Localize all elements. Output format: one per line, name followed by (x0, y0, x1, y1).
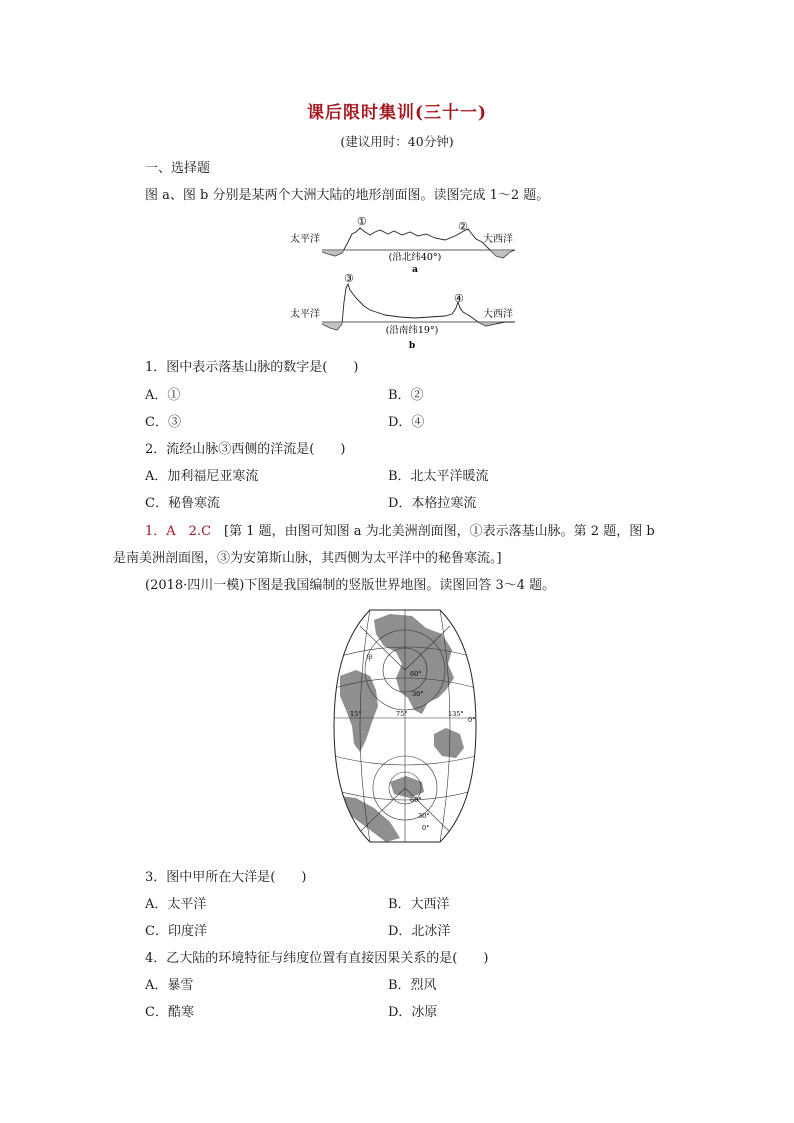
q4-option-a: A．暴雪 (145, 978, 194, 993)
profile-figure-a (290, 212, 530, 278)
answer-explanation-line1: [第 1 题，由图可知图 a 为北美洲剖面图，①表示落基山脉。第 2 题，图 b (224, 524, 655, 539)
q1-option-b: B．② (388, 388, 424, 403)
q4-option-c: C．酷寒 (145, 1005, 194, 1020)
q4-stem: 4．乙大陆的环境特征与纬度位置有直接因果关系的是( ) (145, 951, 489, 966)
profile-figure-b (290, 272, 530, 354)
vertical-world-map (330, 606, 480, 846)
q2-stem: 2．流经山脉③西侧的洋流是( ) (145, 442, 346, 457)
sublabel-b: b (408, 341, 416, 351)
page-title: 课后限时集训(三十一) (306, 103, 488, 123)
map-label-0-equator: 0° (468, 716, 476, 724)
q1-option-a: A．① (145, 388, 181, 403)
answer-1-2 (145, 523, 655, 541)
label-pacific-a: 太平洋 (290, 234, 320, 245)
section-heading: 一、选择题 (145, 161, 211, 176)
label-atlantic-a: 大西洋 (483, 234, 513, 245)
answer-keys: 1．A 2.C (145, 524, 212, 539)
q4-option-d: D．冰原 (388, 1005, 438, 1020)
q2-option-b: B．北太平洋暖流 (388, 469, 489, 484)
q1-stem: 1．图中表示落基山脉的数字是( ) (145, 360, 359, 375)
marker-2: ② (458, 220, 468, 233)
map-label-30s: 30° (418, 812, 430, 820)
q3-stem: 3．图中甲所在大洋是( ) (145, 870, 307, 885)
map-label-30n: 30° (412, 690, 424, 698)
intro-q1-2: 图 a、图 b 分别是某两个大洲大陆的地形剖面图。读图完成 1～2 题。 (145, 188, 550, 203)
q3-option-b: B．大西洋 (388, 897, 450, 912)
map-label-jia: 甲 (366, 654, 373, 662)
time-hint: (建议用时：40分钟) (340, 134, 454, 149)
map-label-60n: 60° (410, 670, 422, 678)
marker-1: ① (357, 215, 367, 228)
label-pacific-b: 太平洋 (290, 309, 320, 320)
map-label-75: 75° (396, 710, 408, 718)
q1-option-c: C．③ (145, 415, 181, 430)
answer-explanation-line2: 是南美洲剖面图，③为安第斯山脉，其西侧为太平洋中的秘鲁寒流。] (113, 551, 502, 566)
q3-option-c: C．印度洋 (145, 924, 207, 939)
label-atlantic-b: 大西洋 (483, 309, 513, 320)
caption-b: (沿南纬19°) (385, 325, 439, 336)
marker-4: ④ (454, 292, 464, 305)
map-label-60s: 60° (410, 796, 422, 804)
q3-option-a: A．太平洋 (145, 897, 207, 912)
q4-option-b: B．烈风 (388, 978, 437, 993)
q1-option-d: D．④ (388, 415, 425, 430)
map-label-135: 135° (448, 710, 464, 718)
map-label-0-bottom: 0° (422, 824, 430, 832)
caption-a: (沿北纬40°) (388, 252, 442, 263)
q2-option-c: C．秘鲁寒流 (145, 496, 220, 511)
q2-option-d: D．本格拉寒流 (388, 496, 477, 511)
q2-option-a: A．加利福尼亚寒流 (145, 469, 259, 484)
intro-q3-4: (2018·四川一模)下图是我国编制的竖版世界地图。读图回答 3～4 题。 (145, 578, 556, 593)
sublabel-a: a (412, 265, 418, 275)
marker-3: ③ (344, 272, 354, 285)
map-label-15: 15° (350, 710, 362, 718)
q3-option-d: D．北冰洋 (388, 924, 451, 939)
